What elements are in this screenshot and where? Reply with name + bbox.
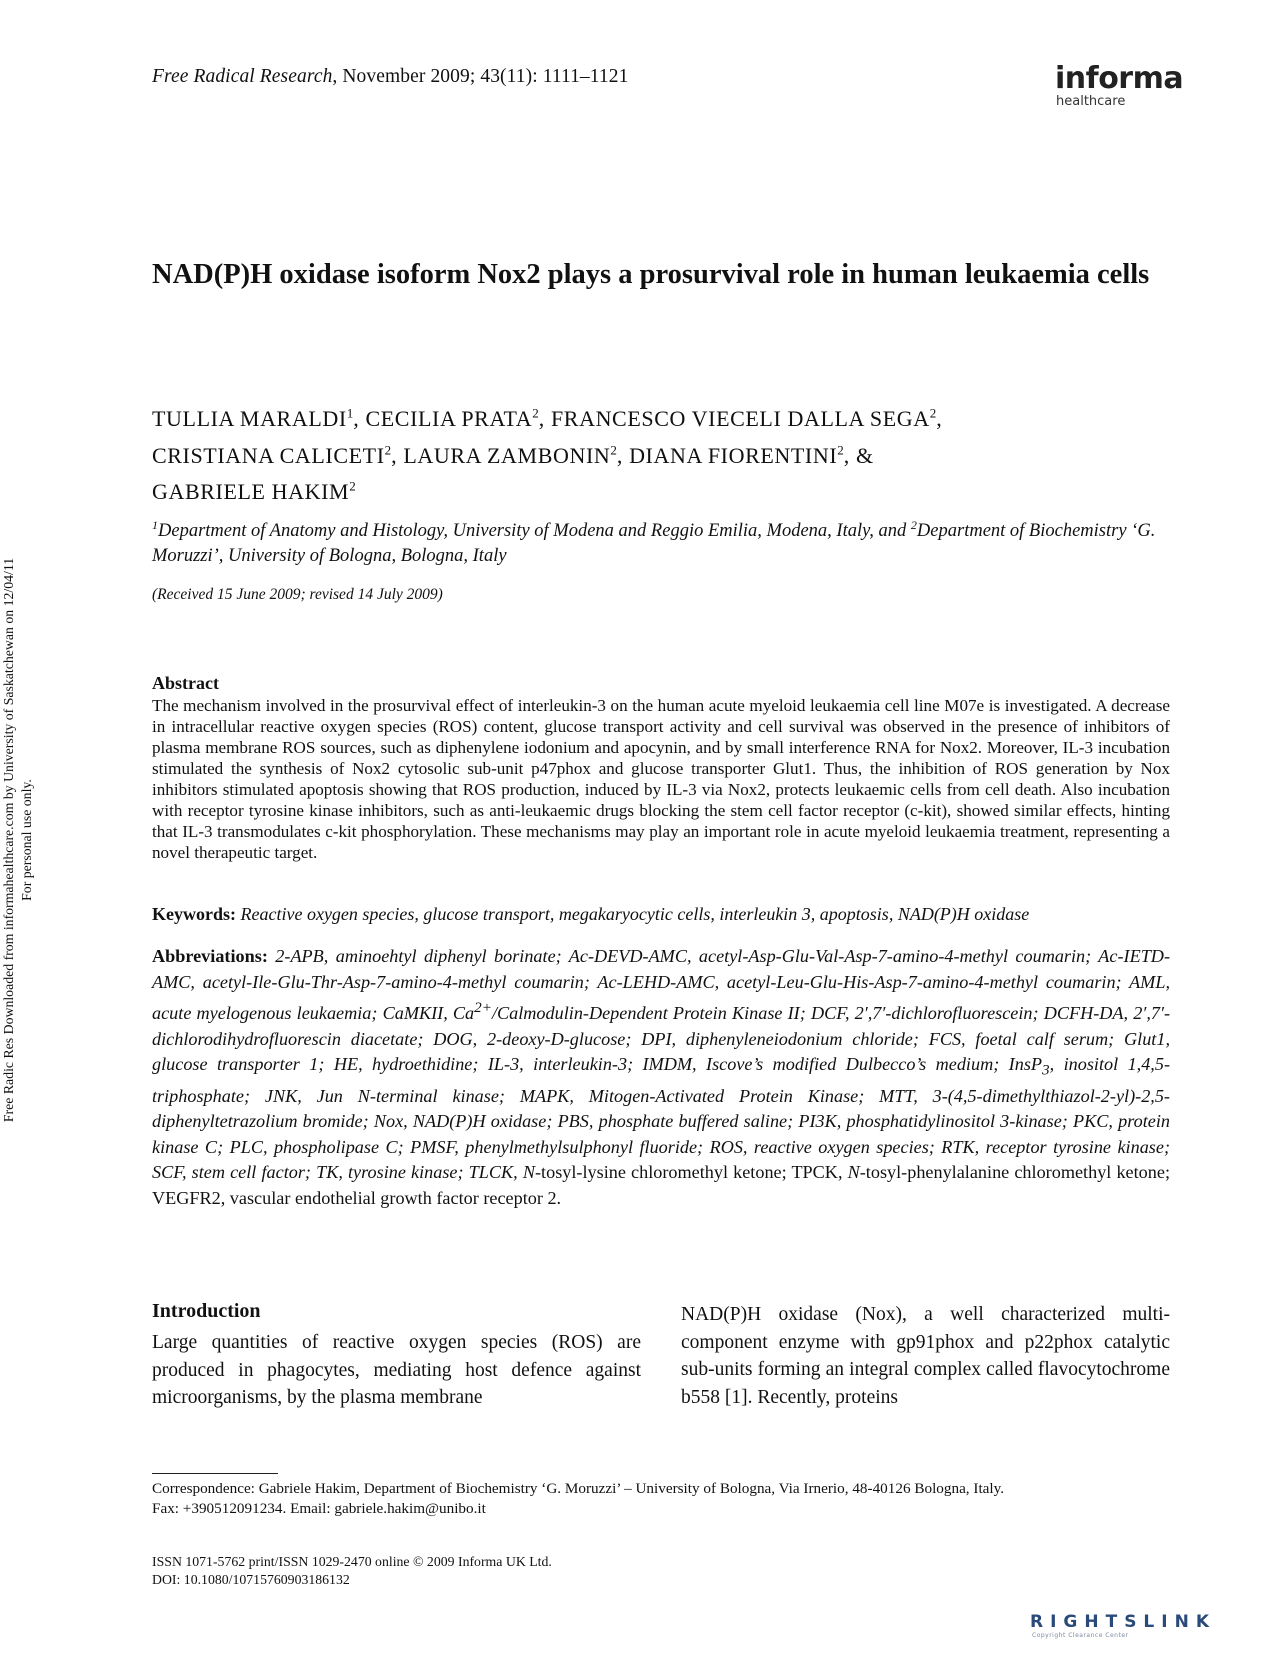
keywords <box>152 902 1170 926</box>
rightslink-subtext: Copyright Clearance Center <box>1032 1632 1129 1639</box>
rightslink-logo[interactable] <box>1030 1612 1240 1640</box>
logo-main-text: informa <box>1055 61 1184 96</box>
author: CECILIA PRATA$^2$, <box>365 406 551 432</box>
intro-left-column: Large quantities of reactive oxygen species (ROS) are produced in phagocytes, mediating host defence against microorganisms, by the plasma membrane <box>152 1332 641 1408</box>
abbreviations-text: 2-APB, aminoehtyl diphenyl borinate; Ac-DEVD-AMC, acetyl-Asp-Glu-Val-Asp-7-amino-4-methyl coumarin; Ac-IETD-AMC, acetyl-Ile-Glu-Thr-Asp-7-amino-4-methyl coumarin; Ac-LEHD-AMC, acetyl-Leu-Glu-His-Asp-7-amino-4-methyl coumarin; AML, acute myelogenous leukaemia; CaMKII, $Ca^{2+}/Calmodulin$-Dependent Protein Kinase II; DCF, 2′,7′-dichlorofluorescein; DCFH-DA, 2′,7′-dichlorodihydrofluorescin diacetate; DOG, 2-deoxy-D-glucose; DPI, diphenyleneiodonium chloride; FCS, foetal calf serum; Glut1, glucose transporter 1; HE, hydroethidine; IL-3, interleukin-3; IMDM, Iscove’s modified Dulbecco’s medium; InsP$_3$, inositol 1,4,5-triphosphate; JNK, Jun N-terminal kinase; MAPK, Mitogen-Activated Protein Kinase; MTT, 3-(4,5-dimethylthiazol-2-yl)-2,5-diphenyltetrazolium bromide; Nox, NAD(P)H oxidase; PBS, phosphate buffered saline; PI3K, phosphatidylinositol 3-kinase; PKC, protein kinase C; PLC, phospholipase C; PMSF, phenylmethylsulphonyl fluoride; ROS, reactive oxygen species; RTK, receptor tyrosine kinase; SCF, stem cell factor; TK, tyrosine kinase; TLCK, N-tosyl-lysine chloromethyl ketone; TPCK, N-tosyl-phenylalanine chloromethyl ketone; VEGFR2, vascular endothelial growth factor receptor 2. <box>152 946 1170 1209</box>
author: CRISTIANA CALICETI$^2$, <box>152 442 404 468</box>
logo-sub-text: healthcare <box>1056 94 1126 109</box>
rightslink-text: RIGHTSLINK <box>1030 1612 1216 1632</box>
abstract-heading: Abstract <box>152 673 219 693</box>
author: DIANA FIORENTINI$^2$, & <box>629 442 874 468</box>
issn: ISSN 1071-5762 print/ISSN 1029-2470 online © 2009 Informa UK Ltd. <box>152 1554 552 1569</box>
abbreviations <box>152 944 1170 1212</box>
author: FRANCESCO VIECELI DALLA SEGA$^2$, <box>550 406 943 432</box>
author: TULLIA MARALDI$^1$, <box>152 406 366 432</box>
intro-heading: Introduction <box>152 1300 261 1322</box>
issn-doi <box>152 1553 852 1589</box>
received-dates: (Received 15 June 2009; revised 14 July 2009) <box>152 586 443 603</box>
keywords-heading: Keywords: <box>152 904 236 924</box>
journal-issue: , November 2009; 43(11): 1111–1121 <box>332 66 629 87</box>
keywords-text: Reactive oxygen species, glucose transport, megakaryocytic cells, interleukin 3, apoptosis, NAD(P)H oxidase <box>240 904 1030 924</box>
article-title: NAD(P)H oxidase isoform Nox2 plays a prosurvival role in human leukaemia cells <box>152 259 1150 290</box>
abstract-body: The mechanism involved in the prosurvival effect of interleukin-3 on the human acute myeloid leukaemia cell line M07e is investigated. A decrease in intracellular reactive oxygen species (ROS) content, glucose transport activity and cell survival was observed in the presence of inhibitors of plasma membrane ROS sources, such as diphenylene iodonium and apocynin, and by small interference RNA for Nox2. Moreover, IL-3 incubation stimulated the synthesis of Nox2 cytosolic sub-unit p47phox and glucose transporter Glut1. Thus, the inhibition of ROS generation by Nox inhibitors stimulated apoptosis showing that ROS production, induced by IL-3 via Nox2, protects leukaemic cells from cell death. Also incubation with receptor tyrosine kinase inhibitors, such as anti-leukaemic drugs blocking the stem cell factor receptor (c-kit), showed similar effects, hinting that IL-3 transmodulates c-kit phosphorylation. These mechanisms may play an important role in acute myeloid leukaemia treatment, representing a novel therapeutic target. <box>152 696 1170 862</box>
correspondence: Correspondence: Gabriele Hakim, Department of Biochemistry ‘G. Moruzzi’ – University of Bologna, Via Irnerio, 48-40126 Bologna, Italy. Fax: +390512091234. Email: gabriele.hakim@unibo.it <box>152 1480 1005 1517</box>
author: LAURA ZAMBONIN$^2$, <box>403 442 630 468</box>
intro-right-column: NAD(P)H oxidase (Nox), a well characterized multi-component enzyme with gp91phox and p22phox catalytic sub-units forming an integral complex called flavocytochrome b558 [1]. Recently, proteins <box>681 1304 1170 1408</box>
doi: DOI: 10.1080/10715760903186132 <box>152 1572 350 1587</box>
affiliations: $^1$Department of Anatomy and Histology, University of Modena and Reggio Emilia, Modena, Italy, and $^2$Department of Biochemistry ‘G. Moruzzi’, University of Bologna, Bologna, Italy <box>152 518 1156 567</box>
informa-logo <box>1055 61 1184 110</box>
abbreviations-heading: Abbreviations: <box>152 946 268 966</box>
journal-name: Free Radical Research <box>152 66 333 87</box>
journal-citation <box>152 66 628 88</box>
author-list <box>152 398 1172 507</box>
footnote-rule <box>152 1473 278 1474</box>
author: GABRIELE HAKIM$^2$ <box>152 478 356 504</box>
